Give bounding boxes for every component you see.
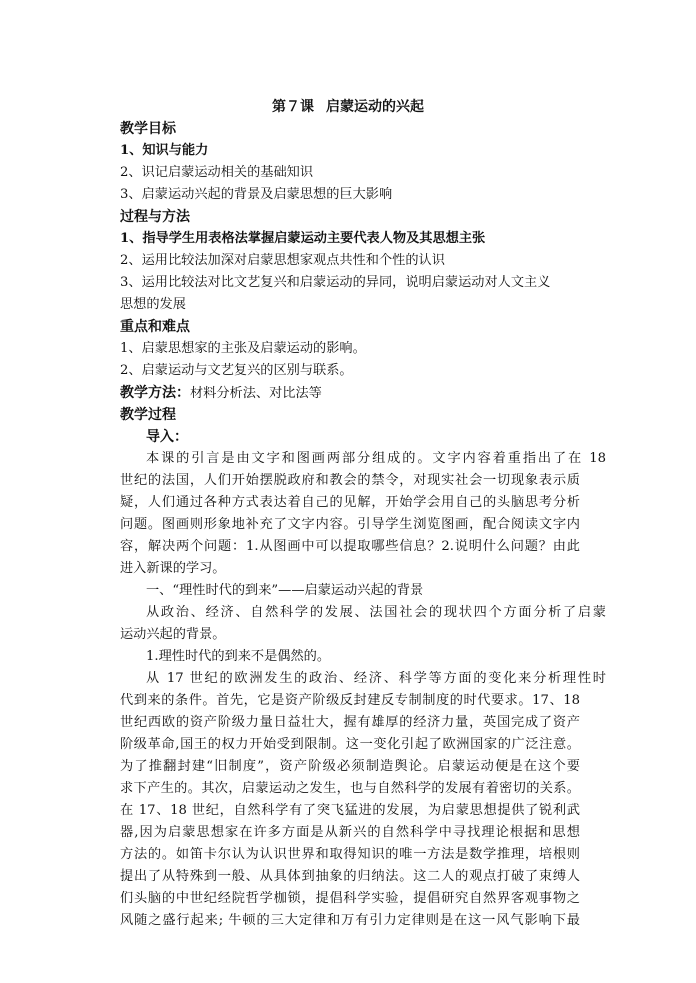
goal-item-3: 3、启蒙运动兴起的背景及启蒙思想的巨大影响 [120,187,393,202]
kp-item-2: 2、启蒙运动与文艺复兴的区别与联系。 [120,363,353,378]
pm-item-3: 3、运用比较法对比文艺复兴和启蒙运动的异同，说明启蒙运动对人文主义 [120,275,551,290]
lesson-title [0,96,696,118]
body-line-11: 们头脑的中世纪经院哲学枷锁，提倡科学实验，提倡研究自然界客观事物之 [120,891,580,906]
body-line-4: 阶级革命,国王的权力开始受到限制。这一变化引起了欧洲国家的广泛注意。 [120,737,580,752]
intro-line-6: 进入新课的学习。 [120,561,226,576]
method-label: 教学方法： [120,385,190,401]
heading-goals: 教学目标 [120,121,176,137]
body-line-2: 代到来的条件。首先，它是资产阶级反封建反专制制度的时代要求。17、18 [120,693,580,708]
lesson-number: 第７课 [272,99,314,115]
body-line-3: 世纪西欧的资产阶级力量日益壮大，握有雄厚的经济力量，英国完成了资产 [120,715,580,730]
body-line-7: 在 17、18 世纪，自然科学有了突飞猛进的发展，为启蒙思想提供了锐利武 [120,803,580,818]
lesson-name: 启蒙运动的兴起 [326,99,424,115]
body-line-9: 方法的。如笛卡尔认为认识世界和取得知识的唯一方法是数学推理，培根则 [120,847,580,862]
part1-heading: 一、“理性时代的到来”——启蒙运动兴起的背景 [146,583,424,598]
pm-item-3-cont: 思想的发展 [120,297,186,312]
heading-process-method: 过程与方法 [120,209,190,225]
goal-item-2: 2、识记启蒙运动相关的基础知识 [120,165,314,180]
heading-teaching-process: 教学过程 [120,407,176,423]
body-line-5: 为了推翻封建“旧制度”，资产阶级必须制造舆论。启蒙运动便是在这个要 [120,759,580,774]
part1-line-1: 从政治、经济、自然科学的发展、法国社会的现状四个方面分析了启蒙 [146,605,606,620]
intro-line-1: 本课的引言是由文字和图画两部分组成的。文字内容着重指出了在 18 [146,451,606,466]
intro-heading: 导入： [146,429,188,445]
body-line-10: 提出了从特殊到一般、从具体到抽象的归纳法。这二人的观点打破了束缚人 [120,869,580,884]
body-line-6: 求下产生的。其次，启蒙运动之发生，也与自然科学的发展有着密切的关系。 [120,781,580,796]
intro-line-3: 疑，人们通过各种方式表达着自己的见解，开始学会用自己的头脑思考分析 [120,495,580,510]
body-line-8: 器,因为启蒙思想家在许多方面是从新兴的自然科学中寻找理论根据和思想 [120,825,580,840]
pm-item-2: 2、运用比较法加深对启蒙思想家观点共性和个性的认识 [120,253,445,268]
method-value: 材料分析法、对比法等 [190,386,322,401]
kp-item-1: 1、启蒙思想家的主张及启蒙运动的影响。 [120,341,366,356]
goal-item-1: 1、知识与能力 [120,143,209,158]
intro-line-4: 问题。图画则形象地补充了文字内容。引导学生浏览图画，配合阅读文字内 [120,517,580,532]
body-line-12: 风随之盛行起来; 牛顿的三大定律和万有引力定律则是在这一风气影响下最 [120,913,580,928]
teaching-method-line [120,382,580,405]
heading-key-points: 重点和难点 [120,319,190,335]
body-line-1: 从 17 世纪的欧洲发生的政治、经济、科学等方面的变化来分析理性时 [146,671,606,686]
pm-item-1: 1、指导学生用表格法掌握启蒙运动主要代表人物及其思想主张 [120,231,486,246]
sub1-heading: 1.理性时代的到来不是偶然的。 [146,649,331,664]
part1-line-2: 运动兴起的背景。 [120,627,226,642]
intro-line-5: 容，解决两个问题：1.从图画中可以提取哪些信息？2.说明什么问题？由此 [120,539,580,554]
intro-line-2: 世纪的法国，人们开始摆脱政府和教会的禁令，对现实社会一切现象表示质 [120,473,580,488]
